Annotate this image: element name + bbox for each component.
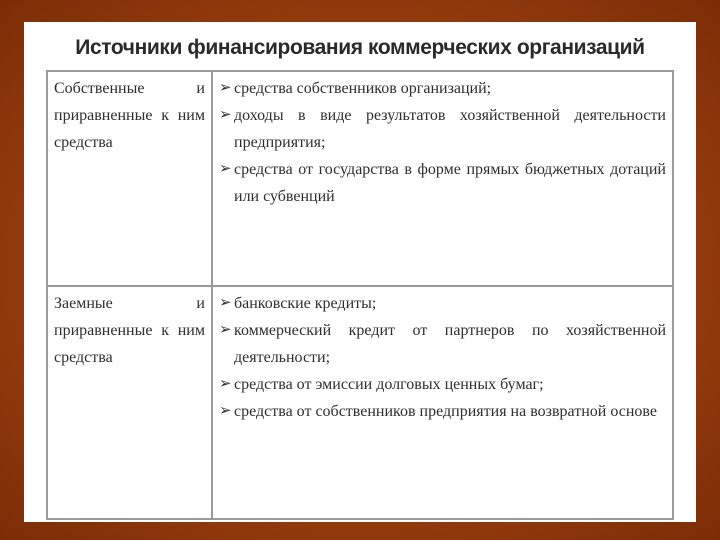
list-item-text: средства от эмиссии долговых ценных бумаг; [234,376,544,393]
list-item-text: средства собственников организаций; [234,80,492,97]
arrow-bullet-icon: ➢ [219,322,232,338]
items-cell [212,71,673,286]
list-item [219,156,666,210]
table-row-own-funds [47,71,673,286]
list-item-text: коммерческий кредит от партнеров по хозяйственной деятельности; [234,322,666,366]
arrow-bullet-icon: ➢ [219,161,232,177]
list-item [219,102,666,156]
list-item [219,398,666,425]
category-cell: Собственные и приравненные к ним средства [47,71,212,286]
list-item [219,371,666,398]
slide [24,22,696,522]
list-item [219,317,666,371]
arrow-bullet-icon: ➢ [219,376,232,392]
table-row-borrowed-funds [47,286,673,519]
list-item [219,75,666,102]
arrow-bullet-icon: ➢ [219,80,232,96]
slide-title: Источники финансирования коммерческих организаций [75,36,645,59]
list-item-text: доходы в виде результатов хозяйственной деятельности предприятия; [234,107,666,151]
list-item-text: банковские кредиты; [234,295,377,312]
category-cell: Заемные и приравненные к ним средства [47,286,212,519]
financing-sources-table [46,70,674,520]
arrow-bullet-icon: ➢ [219,107,232,123]
items-cell [212,286,673,519]
list-item-text: средства от собственников предприятия на возвратной основе [234,403,657,420]
list-item [219,290,666,317]
arrow-bullet-icon: ➢ [219,403,232,419]
arrow-bullet-icon: ➢ [219,295,232,311]
list-item-text: средства от государства в форме прямых бюджетных дотаций или субвенций [234,161,666,205]
